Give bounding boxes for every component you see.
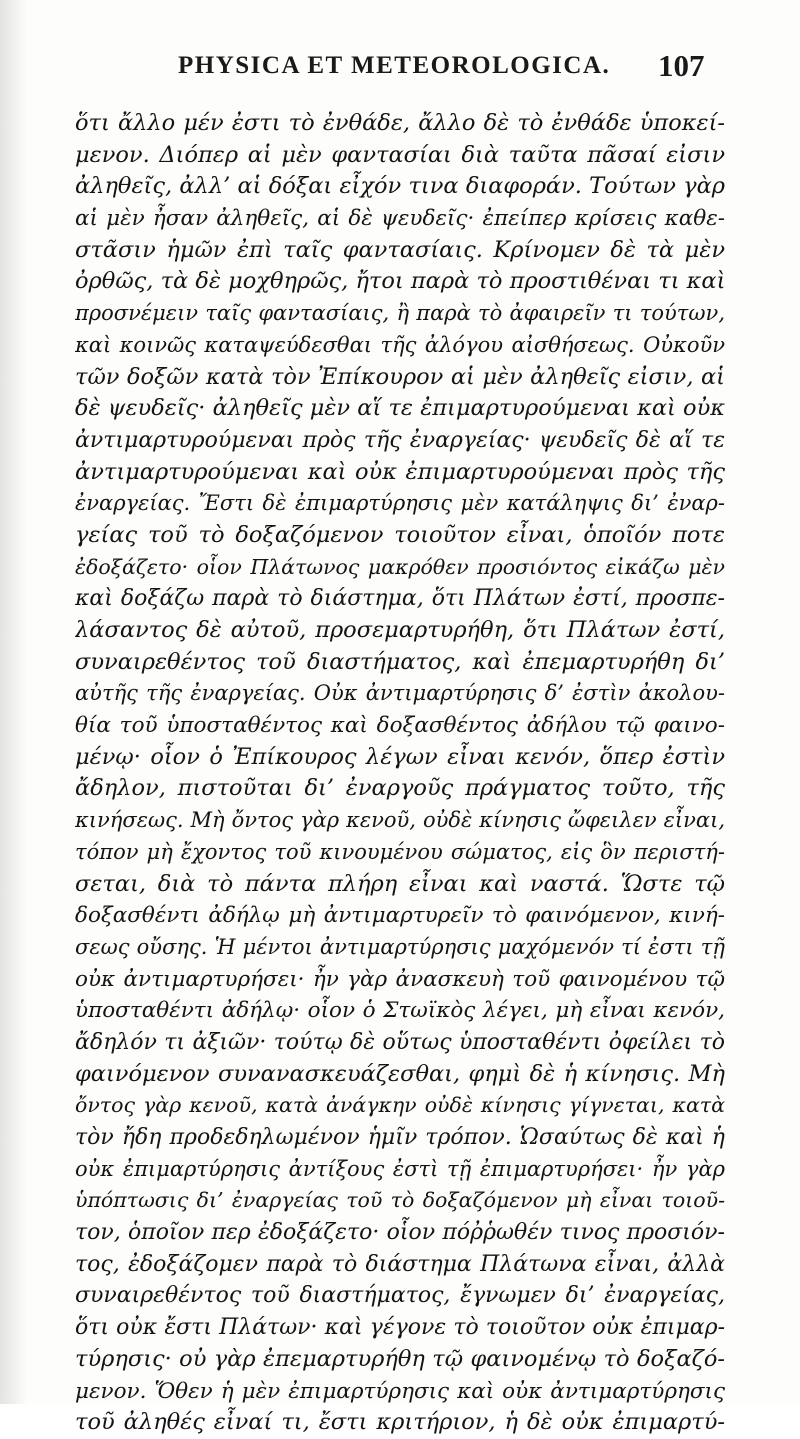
text-line: συναιρεθέντος τοῦ διαστήματος, ἔγνωμεν δι’ ἐναργείας, — [75, 1283, 725, 1309]
text-line: τὸν ἤδη προδεδηλωμένον ἡμῖν τρόπον. Ὡσαύτως δὲ καὶ ἡ — [75, 1125, 725, 1150]
text-line: ἐδοξάζετο· οἷον Πλάτωνος μακρόθεν προσιόντος εἰκάζω μὲν — [75, 554, 725, 579]
text-line: μενον. Διόπερ αἱ μὲν φαντασίαι διὰ ταῦτα πᾶσαί εἰσιν — [75, 141, 725, 168]
text-line: τοῦ ἀληθές εἶναί τι, ἔστι κριτήριον, ἡ δὲ οὐκ ἐπιμαρτύ- — [75, 1409, 725, 1436]
text-line: ὑποσταθέντι ἀδήλῳ· οἷον ὁ Στωϊκὸς λέγει, μὴ εἶναι κενόν, — [75, 998, 725, 1024]
page-number: 107 — [658, 48, 705, 83]
text-line: οὐκ ἐπιμαρτύρησις ἀντίξους ἐστὶ τῇ ἐπιμαρτυρήσει· ἦν γὰρ — [75, 1156, 725, 1181]
text-line: γείας τοῦ τὸ δοξαζόμενον τοιοῦτον εἶναι, ὁποῖόν ποτε — [75, 521, 725, 548]
text-line: καὶ δοξάζω παρὰ τὸ διάστημα, ὅτι Πλάτων ἐστί, προσπε- — [75, 586, 725, 612]
text-line: μένῳ· οἷον ὁ Ἐπίκουρος λέγων εἶναι κενόν, ὅπερ ἐστὶν — [75, 743, 725, 770]
text-line: προσνέμειν ταῖς φαντασίαις, ἢ παρὰ τὸ ἀφαιρεῖν τι τούτων, — [75, 301, 725, 326]
body-text — [75, 108, 725, 1439]
text-line: ἄδηλόν τι ἀξιῶν· τούτῳ δὲ οὕτως ὑποσταθέντι ὀφείλει τὸ — [75, 1029, 725, 1055]
text-line: δοξασθέντι ἀδήλῳ μὴ ἀντιμαρτυρεῖν τὸ φαινόμενον, κινή- — [75, 903, 725, 929]
text-line: κινήσεως. Μὴ ὄντος γὰρ κενοῦ, οὐδὲ κίνησις ὤφειλεν εἶναι, — [75, 808, 725, 833]
text-line: μενον. Ὅθεν ἡ μὲν ἐπιμαρτύρησις καὶ οὐκ ἀντιμαρτύρησις — [75, 1378, 725, 1404]
text-line: λάσαντος δὲ αὐτοῦ, προσεμαρτυρήθη, ὅτι Πλάτων ἐστί, — [75, 617, 725, 643]
text-line: ὀρθῶς, τὰ δὲ μοχθηρῶς, ἤτοι παρὰ τὸ προστιθέναι τι καὶ — [75, 268, 725, 295]
text-line: τύρησις· οὐ γὰρ ἐπεμαρτυρήθη τῷ φαινομένῳ τὸ δοξαζό- — [75, 1345, 725, 1372]
text-line: αὐτῆς τῆς ἐναργείας. Οὐκ ἀντιμαρτύρησις δ’ ἐστὶν ἀκολου- — [75, 681, 725, 706]
text-line: ὅτι οὐκ ἔστι Πλάτων· καὶ γέγονε τὸ τοιοῦτον οὐκ ἐπιμαρ- — [75, 1315, 725, 1341]
text-line: οὐκ ἀντιμαρτυρήσει· ἦν γὰρ ἀνασκευὴ τοῦ φαινομένου τῷ — [75, 966, 725, 992]
text-line: τῶν δοξῶν κατὰ τὸν Ἐπίκουρον αἱ μὲν ἀληθεῖς εἰσιν, αἱ — [75, 363, 725, 390]
text-line: συναιρεθέντος τοῦ διαστήματος, καὶ ἐπεμαρτυρήθη δι’ — [75, 648, 725, 675]
text-line: ὄντος γὰρ κενοῦ, κατὰ ἀνάγκην οὐδὲ κίνησις γίγνεται, κατὰ — [75, 1093, 725, 1118]
text-line: ἀντιμαρτυρούμεναι πρὸς τῆς ἐναργείας· ψευδεῖς δὲ αἵ τε — [75, 427, 725, 453]
text-line: φαινόμενον συνανασκευάζεσθαι, φημὶ δὲ ἡ κίνησις. Μὴ — [75, 1060, 725, 1087]
text-line: ὑπόπτωσις δι’ ἐναργείας τοῦ τὸ δοξαζόμενον μὴ εἶναι τοιοῦ- — [75, 1188, 725, 1213]
text-line: αἱ μὲν ἦσαν ἀληθεῖς, αἱ δὲ ψευδεῖς· ἐπείπερ κρίσεις καθε- — [75, 206, 725, 232]
text-line: ἄδηλον, πιστοῦται δι’ ἐναργοῦς πράγματος τοῦτο, τῆς — [75, 775, 725, 802]
text-line: θία τοῦ ὑποσταθέντος καὶ δοξασθέντος ἀδήλου τῷ φαινο- — [75, 713, 725, 739]
text-line: ἀντιμαρτυρούμεναι καὶ οὐκ ἐπιμαρτυρούμεναι πρὸς τῆς — [75, 458, 725, 485]
spine-shadow — [0, 0, 28, 1404]
text-line: τος, ἐδοξάζομεν παρὰ τὸ διάστημα Πλάτωνα εἶναι, ἀλλὰ — [75, 1251, 725, 1277]
text-line: ἐναργείας. Ἔστι δὲ ἐπιμαρτύρησις μὲν κατάληψις δι’ ἐναρ- — [75, 491, 725, 516]
text-line: καὶ κοινῶς καταψεύδεσθαι τῆς ἀλόγου αἰσθήσεως. Οὐκοῦν — [75, 332, 725, 357]
text-line: σεως οὔσης. Ἡ μέντοι ἀντιμαρτύρησις μαχόμενόν τί ἐστι τῇ — [75, 934, 725, 959]
running-head: PHYSICA ET METEOROLOGICA. — [178, 52, 611, 79]
page-header — [0, 48, 800, 94]
text-line: τόπον μὴ ἔχοντος τοῦ κινουμένου σώματος, εἰς ὃν περιστή- — [75, 839, 725, 864]
text-line: στᾶσιν ἡμῶν ἐπὶ ταῖς φαντασίαις. Κρίνομεν δὲ τὰ μὲν — [75, 236, 725, 263]
text-line: τον, ὁποῖον περ ἐδοξάζετο· οἷον πόῤῥωθέν τινος προσιόν- — [75, 1220, 725, 1246]
text-line: ἀληθεῖς, ἀλλ’ αἱ δόξαι εἶχόν τινα διαφοράν. Τούτων γὰρ — [75, 173, 725, 200]
text-line: δὲ ψευδεῖς· ἀληθεῖς μὲν αἵ τε ἐπιμαρτυρούμεναι καὶ οὐκ — [75, 395, 725, 422]
text-line: σεται, διὰ τὸ πάντα πλήρη εἶναι καὶ ναστά. Ὥστε τῷ — [75, 870, 725, 897]
text-line: ὅτι ἄλλο μέν ἐστι τὸ ἐνθάδε, ἄλλο δὲ τὸ ἐνθάδε ὑποκεί- — [75, 110, 725, 136]
